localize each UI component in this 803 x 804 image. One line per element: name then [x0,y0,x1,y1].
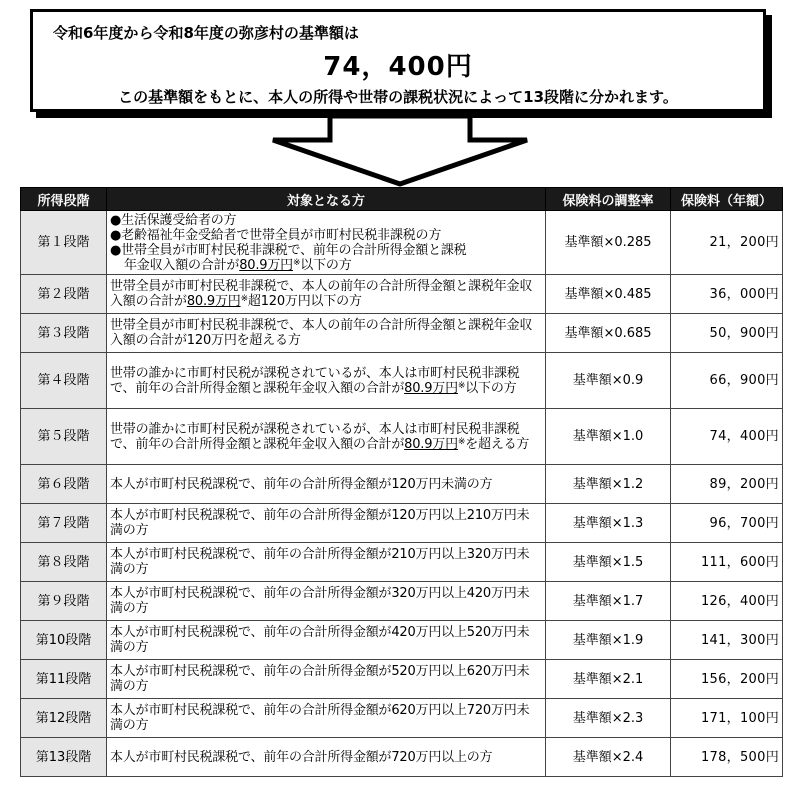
rate-value: 基準額×2.4 [546,738,671,777]
base-amount-description: この基準額をもとに、本人の所得や世帯の課税状況によって13段階に分かれます。 [118,88,678,106]
target-text: 世帯全員が市町村民税非課税で、本人の前年の合計所得金額と課税年金収入額の合計が [110,279,533,309]
table-row [21,409,783,465]
table-row [21,211,783,275]
premium-value: 178，500円 [671,738,783,777]
table-row [21,582,783,621]
target-description: 本人が市町村民税課税で、前年の合計所得金額が520万円以上620万円未満の方 [107,660,546,699]
footnote-mark: ※ [457,380,466,391]
base-amount-intro: 令和6年度から令和8年度の弥彦村の基準額は [53,24,359,42]
target-text: を超える方 [465,436,530,452]
premium-value: 89，200円 [671,465,783,504]
income-threshold: 80.9万円 [404,436,458,452]
stage-label: 第10段階 [21,621,107,660]
target-description: 本人が市町村民税課税で、前年の合計所得金額が420万円以上520万円未満の方 [107,621,546,660]
target-description: 本人が市町村民税課税で、前年の合計所得金額が120万円未満の方 [107,465,546,504]
stage-label: 第６段階 [21,465,107,504]
target-text: 以下の方 [300,257,352,273]
target-text: 超120万円以下の方 [247,294,362,309]
premium-value: 66，900円 [671,353,783,409]
footnote-mark: ※ [240,294,248,304]
table-row [21,699,783,738]
income-threshold: 80.9万円 [404,380,458,396]
header-rate: 保険料の調整率 [546,188,671,211]
premium-value: 36，000円 [671,275,783,314]
income-threshold: 80.9万円 [186,294,241,309]
premium-value: 74，400円 [671,409,783,465]
target-description: 本人が市町村民税課税で、前年の合計所得金額が320万円以上420万円未満の方 [107,582,546,621]
stage-label: 第３段階 [21,314,107,353]
rate-value: 基準額×1.0 [546,409,671,465]
base-amount-box [30,9,766,112]
target-line [110,258,542,273]
stage-label: 第11段階 [21,660,107,699]
rate-value: 基準額×0.9 [546,353,671,409]
premium-value: 96，700円 [671,504,783,543]
table-row [21,275,783,314]
target-text: 年金収入額の合計が [124,257,240,273]
stage-label: 第12段階 [21,699,107,738]
header-stage: 所得段階 [21,188,107,211]
table-row [21,738,783,777]
target-text: 世帯の誰かに市町村民税が課税されているが、本人は市町村民税非課税で、前年の合計所得金額と課税年金収入額の合計が [110,421,520,452]
stage-label: 第13段階 [21,738,107,777]
rate-value: 基準額×1.7 [546,582,671,621]
premium-value: 141，300円 [671,621,783,660]
footnote-mark: ※ [457,436,466,447]
table-row [21,465,783,504]
header-premium: 保険料（年額） [671,188,783,211]
target-description: 世帯全員が市町村民税非課税で、本人の前年の合計所得金額と課税年金収入額の合計が120万円を超える方 [107,314,546,353]
stage-label: 第４段階 [21,353,107,409]
rate-value: 基準額×2.1 [546,660,671,699]
target-description: 本人が市町村民税課税で、前年の合計所得金額が620万円以上720万円未満の方 [107,699,546,738]
income-threshold: 80.9万円 [239,257,293,273]
rate-value: 基準額×1.3 [546,504,671,543]
premium-value: 50，900円 [671,314,783,353]
header-target: 対象となる方 [107,188,546,211]
target-description [107,409,546,465]
table-header-row [21,188,783,211]
premium-table [20,187,783,777]
table-row [21,504,783,543]
target-description [107,211,546,275]
rate-value: 基準額×0.485 [546,275,671,314]
target-line: ●老齢福祉年金受給者で世帯全員が市町村民税非課税の方 [110,227,442,243]
base-amount-value: 74，400円 [323,52,473,82]
table-row [21,660,783,699]
rate-value: 基準額×1.2 [546,465,671,504]
table-row [21,543,783,582]
stage-label: 第９段階 [21,582,107,621]
table-row [21,353,783,409]
down-arrow-icon [0,112,803,187]
premium-value: 171，100円 [671,699,783,738]
rate-value: 基準額×1.5 [546,543,671,582]
target-description: 本人が市町村民税課税で、前年の合計所得金額が210万円以上320万円未満の方 [107,543,546,582]
target-description: 本人が市町村民税課税で、前年の合計所得金額が720万円以上の方 [107,738,546,777]
stage-label: 第２段階 [21,275,107,314]
premium-value: 126，400円 [671,582,783,621]
footnote-mark: ※ [292,257,301,268]
target-description [107,353,546,409]
stage-label: 第５段階 [21,409,107,465]
table-row [21,621,783,660]
rate-value: 基準額×0.685 [546,314,671,353]
premium-value: 156，200円 [671,660,783,699]
stage-label: 第８段階 [21,543,107,582]
target-text: 以下の方 [465,380,517,396]
target-description [107,275,546,314]
table-row [21,314,783,353]
target-line: ●世帯全員が市町村民税非課税で、前年の合計所得金額と課税 [110,242,467,258]
stage-label: 第１段階 [21,211,107,275]
premium-value: 111，600円 [671,543,783,582]
target-line: ●生活保護受給者の方 [110,212,237,228]
rate-value: 基準額×0.285 [546,211,671,275]
rate-value: 基準額×2.3 [546,699,671,738]
target-text: 世帯の誰かに市町村民税が課税されているが、本人は市町村民税非課税で、前年の合計所得金額と課税年金収入額の合計が [110,365,520,396]
rate-value: 基準額×1.9 [546,621,671,660]
stage-label: 第７段階 [21,504,107,543]
target-description: 本人が市町村民税課税で、前年の合計所得金額が120万円以上210万円未満の方 [107,504,546,543]
premium-value: 21，200円 [671,211,783,275]
